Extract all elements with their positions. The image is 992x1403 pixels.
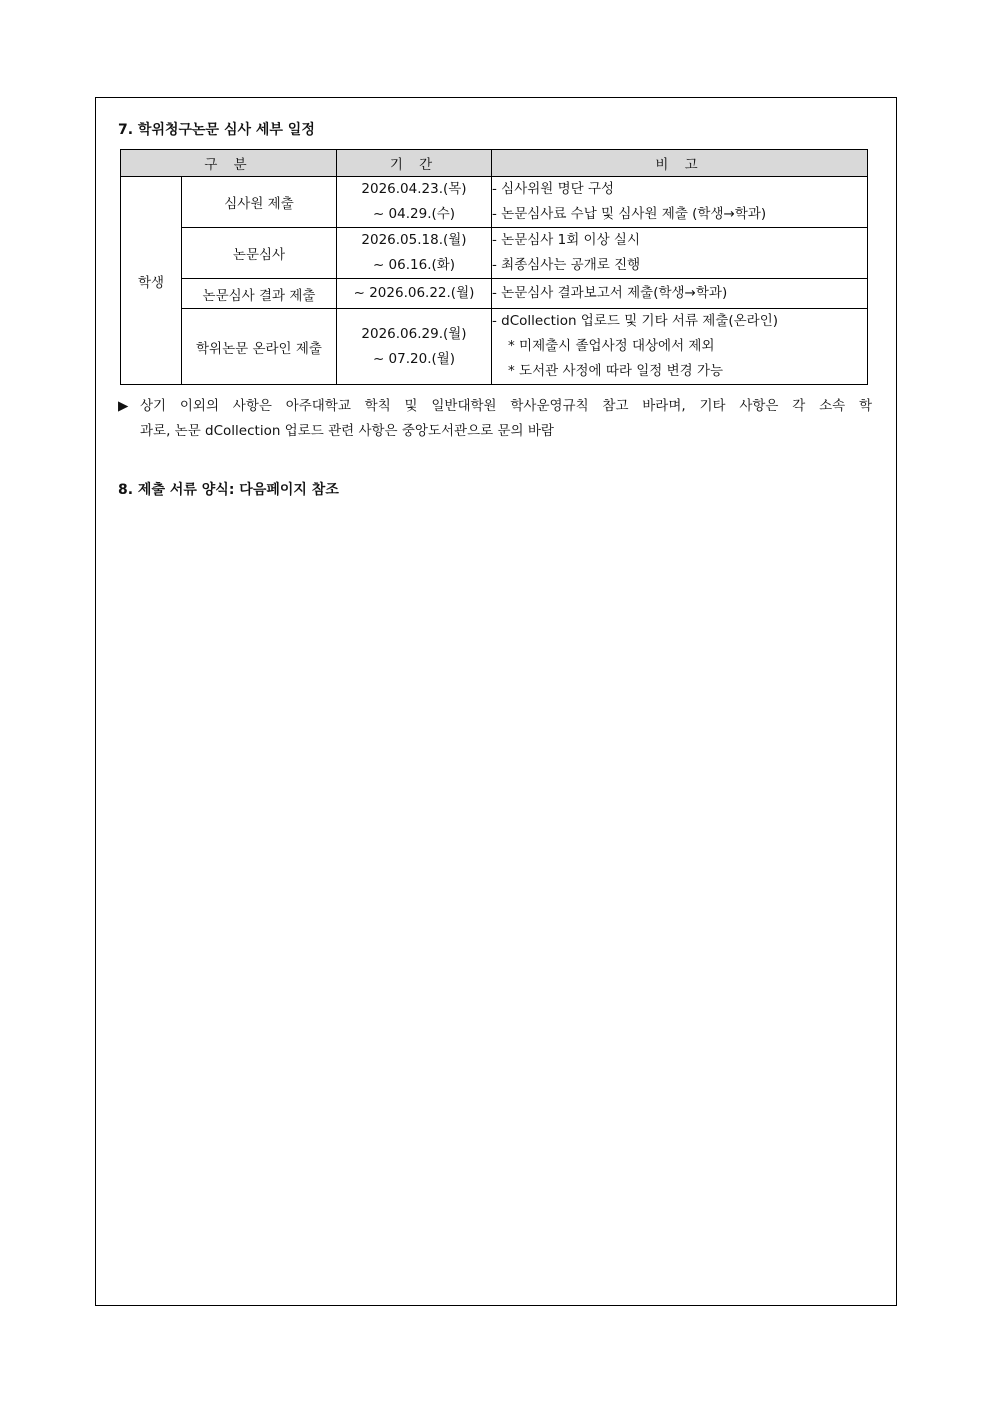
header-notes: 비 고 <box>492 150 868 177</box>
note-line: - 논문심사 1회 이상 실시 <box>492 232 640 248</box>
bullet-arrow-icon: ▶ <box>118 398 129 414</box>
note-line: - dCollection 업로드 및 기타 서류 제출(온라인) <box>492 313 779 329</box>
row-category: 심사원 제출 <box>182 177 337 228</box>
note-subline: * 미제출시 졸업사정 대상에서 제외 <box>508 338 715 354</box>
header-period: 기 간 <box>337 150 492 177</box>
period-end: ~ 07.20.(월) <box>372 350 456 367</box>
row-notes <box>492 228 868 279</box>
row-notes <box>492 279 868 309</box>
period-start: 2026.05.18.(월) <box>361 232 467 248</box>
period-end: ~ 04.29.(수) <box>372 206 456 222</box>
notice-line-1: 상기 이외의 사항은 아주대학교 학칙 및 일반대학원 학사운영규칙 참고 바라며, 기타 사항은 각 소속 학 <box>140 398 872 414</box>
period-end: ~ 06.16.(화) <box>372 257 456 273</box>
row-notes <box>492 309 868 385</box>
row-period <box>337 228 492 279</box>
row-period <box>337 309 492 385</box>
row-category: 학위논문 온라인 제출 <box>182 309 337 385</box>
notice-paragraph <box>118 394 872 444</box>
schedule-table <box>120 149 868 385</box>
group-label: 학생 <box>121 177 182 385</box>
period-range: ~ 2026.06.22.(월) <box>353 285 475 301</box>
note-line: - 논문심사료 수납 및 심사원 제출 (학생→학과) <box>492 206 767 222</box>
table-row <box>121 279 868 309</box>
period-start: 2026.04.23.(목) <box>361 181 467 197</box>
note-line: - 심사위원 명단 구성 <box>492 181 615 197</box>
section-8-title: 8. 제출 서류 양식: 다음페이지 참조 <box>118 482 339 498</box>
row-period <box>337 177 492 228</box>
row-category: 논문심사 결과 제출 <box>182 279 337 309</box>
note-line: - 최종심사는 공개로 진행 <box>492 257 641 273</box>
notice-line-2: 과로, 논문 dCollection 업로드 관련 사항은 중앙도서관으로 문의 바람 <box>140 423 554 439</box>
note-subline: * 도서관 사정에 따라 일정 변경 가능 <box>508 363 724 379</box>
section-7-title: 7. 학위청구논문 심사 세부 일정 <box>118 122 315 138</box>
table-row <box>121 309 868 385</box>
row-category: 논문심사 <box>182 228 337 279</box>
table-row <box>121 177 868 228</box>
header-category: 구 분 <box>121 150 337 177</box>
period-start: 2026.06.29.(월) <box>361 325 467 342</box>
row-period <box>337 279 492 309</box>
note-line: - 논문심사 결과보고서 제출(학생→학과) <box>492 285 728 301</box>
row-notes <box>492 177 868 228</box>
table-row <box>121 228 868 279</box>
table-header-row <box>121 150 868 177</box>
